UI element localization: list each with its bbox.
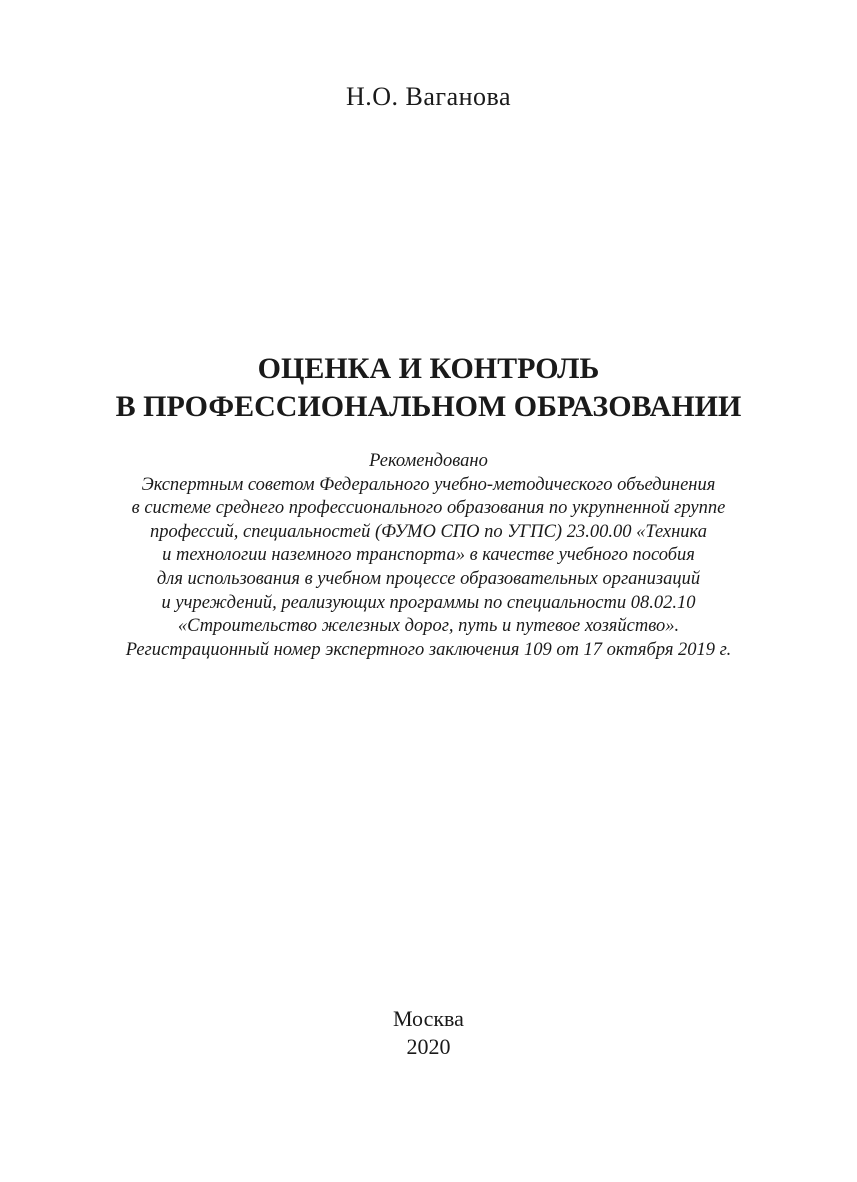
recommendation-line-9: Регистрационный номер экспертного заключения 109 от 17 октября 2019 г. bbox=[125, 639, 732, 660]
recommendation-line-2: Экспертным советом Федерального учебно-методического объединения bbox=[141, 474, 716, 495]
recommendation-line-4: профессий, специальностей (ФУМО СПО по УГПС) 23.00.00 «Техника bbox=[149, 521, 708, 542]
recommendation-line-5: и технологии наземного транспорта» в качестве учебного пособия bbox=[162, 545, 695, 566]
recommendation-line-7: и учреждений, реализующих программы по специальности 08.02.10 bbox=[161, 592, 696, 613]
author-name: Н.О. Ваганова bbox=[345, 82, 512, 111]
recommendation-line-6: для использования в учебном процессе образовательных организаций bbox=[156, 568, 701, 589]
recommendation-line-1: Рекомендовано bbox=[369, 451, 488, 471]
imprint-city: Москва bbox=[393, 1006, 464, 1031]
recommendation-line-3: в системе среднего профессионального образования по укрупненной группе bbox=[131, 498, 726, 519]
recommendation-line-8: «Строительство железных дорог, путь и путевое хозяйство». bbox=[177, 616, 680, 637]
recommendation-block bbox=[0, 450, 857, 662]
imprint-year: 2020 bbox=[406, 1034, 451, 1059]
title-line-1: ОЦЕНКА И КОНТРОЛЬ bbox=[257, 352, 600, 385]
book-title bbox=[0, 350, 857, 426]
title-line-2: В ПРОФЕССИОНАЛЬНОМ ОБРАЗОВАНИИ bbox=[115, 390, 742, 423]
imprint bbox=[0, 1005, 857, 1061]
